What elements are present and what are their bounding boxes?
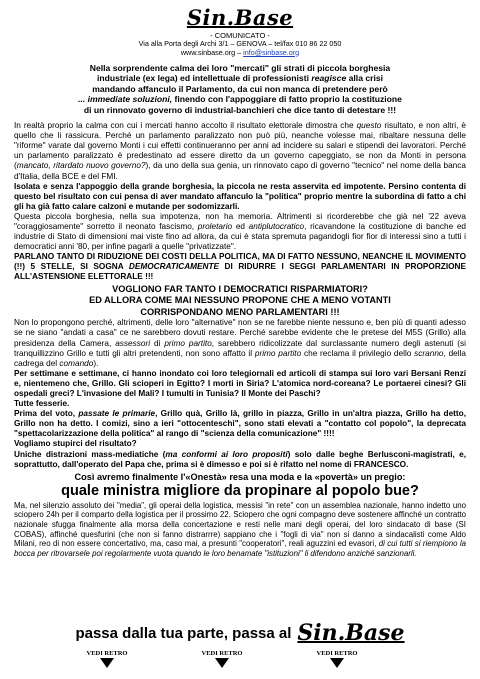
paragraph: Vogliamo stupirci del risultato? <box>14 439 137 449</box>
paragraph: Questa piccola borghesia, nella sua impotenza, non ha memoria. Altrimenti si ricorderebbe che già nel '22 aveva "coraggiosamente" sorretto il neonato fascismo, proletario ed antiplutocratico, ricavandone la costituzione di banche ed industrie di Stato di dimensioni mai viste fino ad allora, da cui è stata spremuta pagandogli fior fior di interessi sino a tutti i democratici anni '80, per infine pagarli a quelle "privatizzate". <box>14 211 466 252</box>
heading-line: ED ALLORA COME MAI NESSUNO PROPONE CHE A MENO VOTANTI <box>89 295 391 306</box>
paragraph: Prima del voto, passate le primarie, Grillo quà, Grillo là, grillo in piazza, Grillo in un'altra piazza, Grillo ha detto, Grillo non ha detto. I comizi, sino a ieri "ottocenteschi", sono stati elevati a "contatto col popolo", la deprecata "spettacolarizzazione della politica" al rango di "scienza della comunicazione" !!!! <box>14 409 467 439</box>
big-headline: quale ministra migliore da propinare al popolo bue? <box>61 482 419 499</box>
paragraph: PARLANO TANTO DI RIDUZIONE DEI COSTI DELLA POLITICA, MA DI FATTO NESSUNO, NEANCHE IL MOVIMENTO (!!) 5 STELLE, SI SOGNA DEMOCRATICAMENTE DI RIDURRE I SEGGI PARLAMENTARI IN PROPORZIONE ALL'ASTENSIONE ELETTORALE !!! <box>14 252 466 282</box>
address-line: Via alla Porta degli Archi 3/1 – GENOVA – tel/fax 010 86 22 050 <box>138 39 342 48</box>
paragraph: Non lo propongono perché, altrimenti, delle loro "alternative" non se ne farebbe niente nessuno e, ben più di quanti adesso se ne siano "andati a casa" ce ne sarebbero dovuti restare. Perché sarebbe evidente che le pretese del M5S (Grillo) alla presidenza della Camera, assessori di primo partito, sarebbero ridicolizzate dal surclassante numero degli astenuti (si tranquillizzino Grillo e tutti gli altri pretendenti, non sono affatto il primo partito che reclama il privilegio dello scranno, della cadrega del comando). <box>14 318 466 368</box>
web-line <box>14 49 466 58</box>
down-arrow-icon <box>215 658 229 668</box>
paragraph: Tutte fesserie. <box>14 399 70 409</box>
article-body <box>14 121 466 470</box>
down-arrow-icon <box>100 658 114 668</box>
email-link[interactable]: info@sinbase.org <box>243 47 300 57</box>
intro-line: Nella sorprendente calma dei loro "mercati" gli strati di piccola borghesia <box>89 63 391 73</box>
paragraph: Uniche distrazioni mass-mediatiche (ma conformi ai loro propositi) solo dalle beghe Berlusconi-magistrati, e, soprattutto, dall'operato del Papa che, prima si è dimesso e poi si è rifatto nel nome di FRANCESCO. <box>14 449 466 469</box>
paragraph: In realtà proprio la calma con cui i mercati hanno accolto il risultato elettorale dimostra che questo risultato, e non altri, è quello che li rassicura. Perché un parlamento paralizzato non può più, neanche volesse mai, ribaltare nessuna delle "riforme" varate dal governo Monti i cui effetti continueranno per anni ad incidere su salari e stipendi dei lavoratori. Perché un parlamento paralizzato è predestinato ad essere diretto da un governo capeggiato, se non da Monti in persona (mancato, ritardato nuovo governo?), da uno della sua genia, un rinnovato capo di governo "tecnico" nel nome della banca d'Italia, della BCE e del FMI. <box>14 121 466 181</box>
closing-paragraph: Ma, nel silenzio assoluto dei "media", gli operai della logistica, messisi "in rete" con un assemblea nazionale, hanno indetto uno sciopero 24h per il comparto della logistica per il prossimo 22. Sciopero che ogni compagno deve sostenere affinché un contratto nazionale sfugga finalmente alla morsa della concertazione e resti nelle mani degli operai, del loro sindacato di base (SI COBAS), affinché quesfurini (che non si fanno distrarrre) sappiano che i "fogli di via" non si danno a sindacalisti come Aldo Milani, reo di non essere concertativo, ma, caso mai, a presunti "cooperatori", reali aguzzini ed evasori, di cui tutti si riempiono la bocca per ritrovarsele poi regolarmente vuota quando le loro benamate "istituzioni" li difendono anziché sanzionarli. <box>14 500 467 558</box>
heading-line: CORRISPONDANO MENO PARLAMENTARI !!! <box>140 306 340 317</box>
footer <box>0 620 480 646</box>
footer-logo: Sin.Base <box>297 620 405 646</box>
intro-line: di un rinnovato governo di industrial-banchieri che dice tanto di detestare !!! <box>83 104 397 115</box>
intro-line: mandando affanculo il Parlamento, da cui non manca di pretendere però <box>92 83 388 94</box>
website-text: www.sinbase.org – <box>180 47 242 57</box>
intro-paragraph <box>14 63 466 115</box>
sinbase-logo: Sin.Base <box>186 5 294 30</box>
subheading: Così avremo finalmente l'«Onestà» resa una moda e la «povertà» un pregio: <box>74 471 406 482</box>
paragraph: Per settimane e settimane, ci hanno inondato coi loro telegiornali ed articoli di stampa sui loro vari Bersani Renzi e, nientemeno che, Grillo. Gli scioperi in Egitto? I morti in Siria? L'atomica nord-coreana? Le portaerei cinesi? Gli ospedali greci? L'invasione del Mali? I tumulti in Tunisia? Il Monte dei Paschi? <box>14 368 466 398</box>
vedi-retro: VEDI RETRO <box>302 650 372 668</box>
heading-line: VOGLIONO FAR TANTO I DEMOCRATICI RISPARMIATORI? <box>112 283 368 294</box>
flyer-page <box>14 6 466 558</box>
vedi-retro: VEDI RETRO <box>187 650 257 668</box>
comunicato-label: - COMUNICATO - <box>210 31 270 40</box>
retro-row <box>72 650 372 668</box>
intro-line: ... immediate soluzioni, finendo con l'appoggiare di fatto proprio la costituzione <box>78 94 402 105</box>
masthead <box>14 6 466 57</box>
down-arrow-icon <box>330 658 344 668</box>
slogan-text: passa dalla tua parte, passa al <box>75 624 292 642</box>
slogan <box>75 620 404 646</box>
paragraph: Isolata e senza l'appoggio della grande borghesia, la piccola ne resta asservita ed impotente. Persino contenta di questo bel risultato con cui pensa di aver mandato affanculo la "politica" proprio mentre la subordina di fatto a chi gli ha già fatto calare calzoni e mutande per sodomizzarli. <box>14 181 466 211</box>
vedi-retro: VEDI RETRO <box>72 650 142 668</box>
intro-line: industriale (ex lega) ed intellettuale di professionisti reagisce alla crisi <box>96 73 384 84</box>
